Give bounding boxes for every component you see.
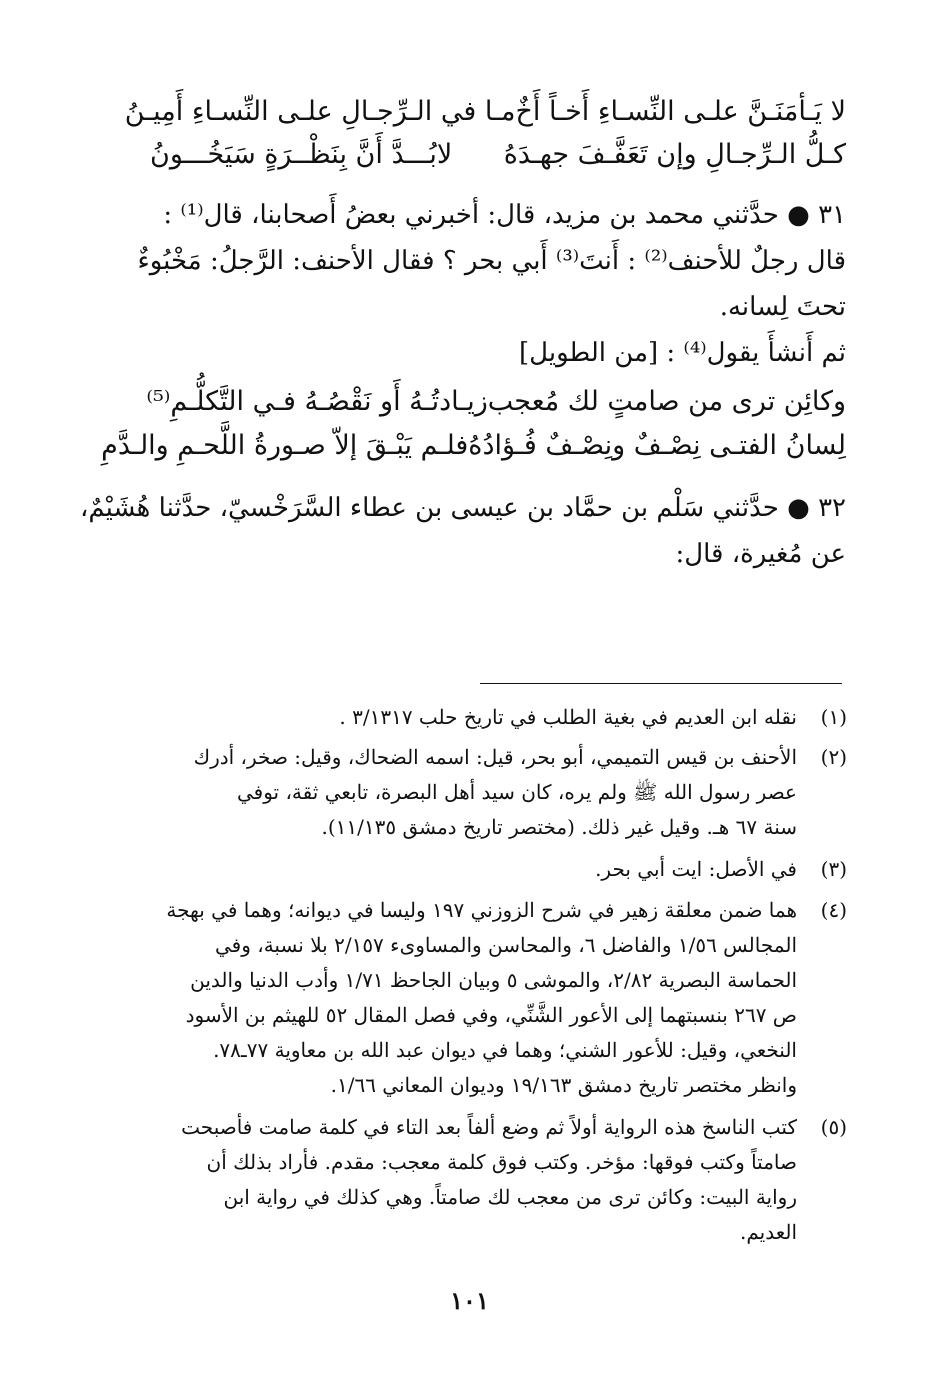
hemistich-right: وكائِن ترى من صامتٍ لك مُعجب bbox=[487, 386, 846, 417]
footnote-line: نقله ابن العديم في بغية الطلب في تاريخ حلب ٣/١٣١٧ . bbox=[339, 705, 797, 729]
paragraph-31 bbox=[137, 192, 846, 376]
footnote-4 bbox=[147, 893, 847, 1103]
text-line: ثم أَنشأَ يقول⁽⁴⁾ : [من الطويل] bbox=[519, 338, 846, 368]
text-line: عن مُغيرة، قال: bbox=[675, 539, 846, 569]
poem-1-verse-2 bbox=[150, 133, 846, 177]
footnote-3 bbox=[147, 852, 847, 887]
hemistich-right: لِسانُ الفتـى نِصْـفٌ ونِصْـفٌ فُـؤادُهُ bbox=[468, 430, 846, 461]
footnote-line: سنة ٦٧ هـ. وقيل غير ذلك. (مختصر تاريخ دمشق ١١/١٣٥). bbox=[321, 815, 797, 839]
hemistich-left: لابُـــدَّ أَنَّ بِنَظْــرَةٍ سَيَخُـــونُ bbox=[150, 139, 453, 170]
text-line: ٣١ ● حدَّثني محمد بن مزيد، قال: أخبرني بعضُ أَصحابنا، قال⁽¹⁾ : bbox=[163, 200, 846, 230]
footnote-line: في الأصل: ايت أبي بحر. bbox=[595, 857, 797, 881]
hemistich-right: كـلُّ الـرِّجـالِ وإن تَعَفَّـفَ جهـدَهُ bbox=[503, 139, 846, 170]
text-line: تحتَ لِسانه. bbox=[719, 292, 846, 322]
footnote-number: (٢) bbox=[820, 745, 847, 769]
footnote-number: (٤) bbox=[820, 898, 847, 922]
footnote-line: صامتاً وكتب فوقها: مؤخر. وكتب فوق كلمة معجب: مقدم. فأراد بذلك أن bbox=[206, 1150, 797, 1174]
poem-1-verse-1 bbox=[124, 90, 846, 134]
hemistich-right: لا يَـأمَنَـنَّ علـى النِّسـاءِ أَخـاً أَخٌ bbox=[515, 96, 846, 127]
hemistich-left: مـا في الـرِّجـالِ علـى النِّسـاءِ أَمِيـنُ bbox=[124, 96, 516, 127]
poem-2-verse-1 bbox=[146, 380, 846, 424]
footnote-5 bbox=[147, 1110, 847, 1250]
hemistich-left: زيـادتُـهُ أَو نَقْصُـهُ فـي التَّكلُّـمِ⁽⁵⁾ bbox=[146, 386, 488, 417]
footnote-number: (٥) bbox=[820, 1115, 847, 1139]
paragraph-32 bbox=[79, 485, 846, 577]
footnote-number: (٣) bbox=[820, 857, 847, 881]
hemistich-left: فلـم يَبْـقَ إلاّ صـورةُ اللَّحـمِ والـدَّمِ bbox=[101, 430, 469, 461]
footnote-line: هما ضمن معلقة زهير في شرح الزوزني ١٩٧ وليسا في ديوانه؛ وهما في بهجة bbox=[166, 898, 797, 922]
text-line: قال رجلٌ للأحنف⁽²⁾ : أَنتَ⁽³⁾ أَبي بحر ؟ فقال الأحنف: الرَّجلُ: مَخْبُوءٌ bbox=[137, 246, 846, 276]
footnote-line: وانظر مختصر تاريخ دمشق ١٩/١٦٣ وديوان المعاني ١/٦٦. bbox=[330, 1073, 797, 1097]
footnote-separator bbox=[480, 683, 842, 684]
footnote-number: (١) bbox=[820, 705, 847, 729]
footnote-line: كتب الناسخ هذه الرواية أولاً ثم وضع ألفاً بعد التاء في كلمة صامت فأصبحت bbox=[181, 1115, 797, 1139]
footnote-line: ص ٢٦٧ بنسبتهما إلى الأعور الشَّنِّي، وفي فصل المقال ٥٢ للهيثم بن الأسود bbox=[185, 1003, 797, 1027]
footnote-line: رواية البيت: وكائن ترى من معجب لك صامتاً. وهي كذلك في رواية ابن bbox=[223, 1185, 797, 1209]
footnote-line: الحماسة البصرية ٢/٨٢، والموشى ٥ وبيان الجاحظ ١/٧١ وأدب الدنيا والدين bbox=[190, 968, 797, 992]
footnote-line: الأحنف بن قيس التميمي، أبو بحر، قيل: اسمه الضحاك، وقيل: صخر، أدرك bbox=[193, 745, 797, 769]
text-line: ٣٢ ● حدَّثني سَلْم بن حمَّاد بن عيسى بن عطاء السَّرَخْسيّ، حدَّثنا هُشَيْمٌ، bbox=[79, 493, 846, 523]
footnote-line: النخعي، وقيل: للأعور الشني؛ وهما في ديوان عبد الله بن معاوية ٧٧ـ٧٨. bbox=[213, 1038, 797, 1062]
footnote-1 bbox=[147, 700, 847, 735]
footnote-line: عصر رسول الله ﷺ ولم يره، كان سيد أهل البصرة، تابعي ثقة، توفي bbox=[236, 780, 797, 804]
footnote-2 bbox=[147, 740, 847, 845]
poem-2-verse-2 bbox=[101, 424, 846, 468]
page-number: ١٠١ bbox=[450, 1286, 489, 1315]
footnote-line: العديم. bbox=[739, 1220, 797, 1244]
footnote-line: المجالس ١/٥٦ والفاضل ٦، والمحاسن والمساوىء ٢/١٥٧ بلا نسبة، وفي bbox=[215, 933, 797, 957]
